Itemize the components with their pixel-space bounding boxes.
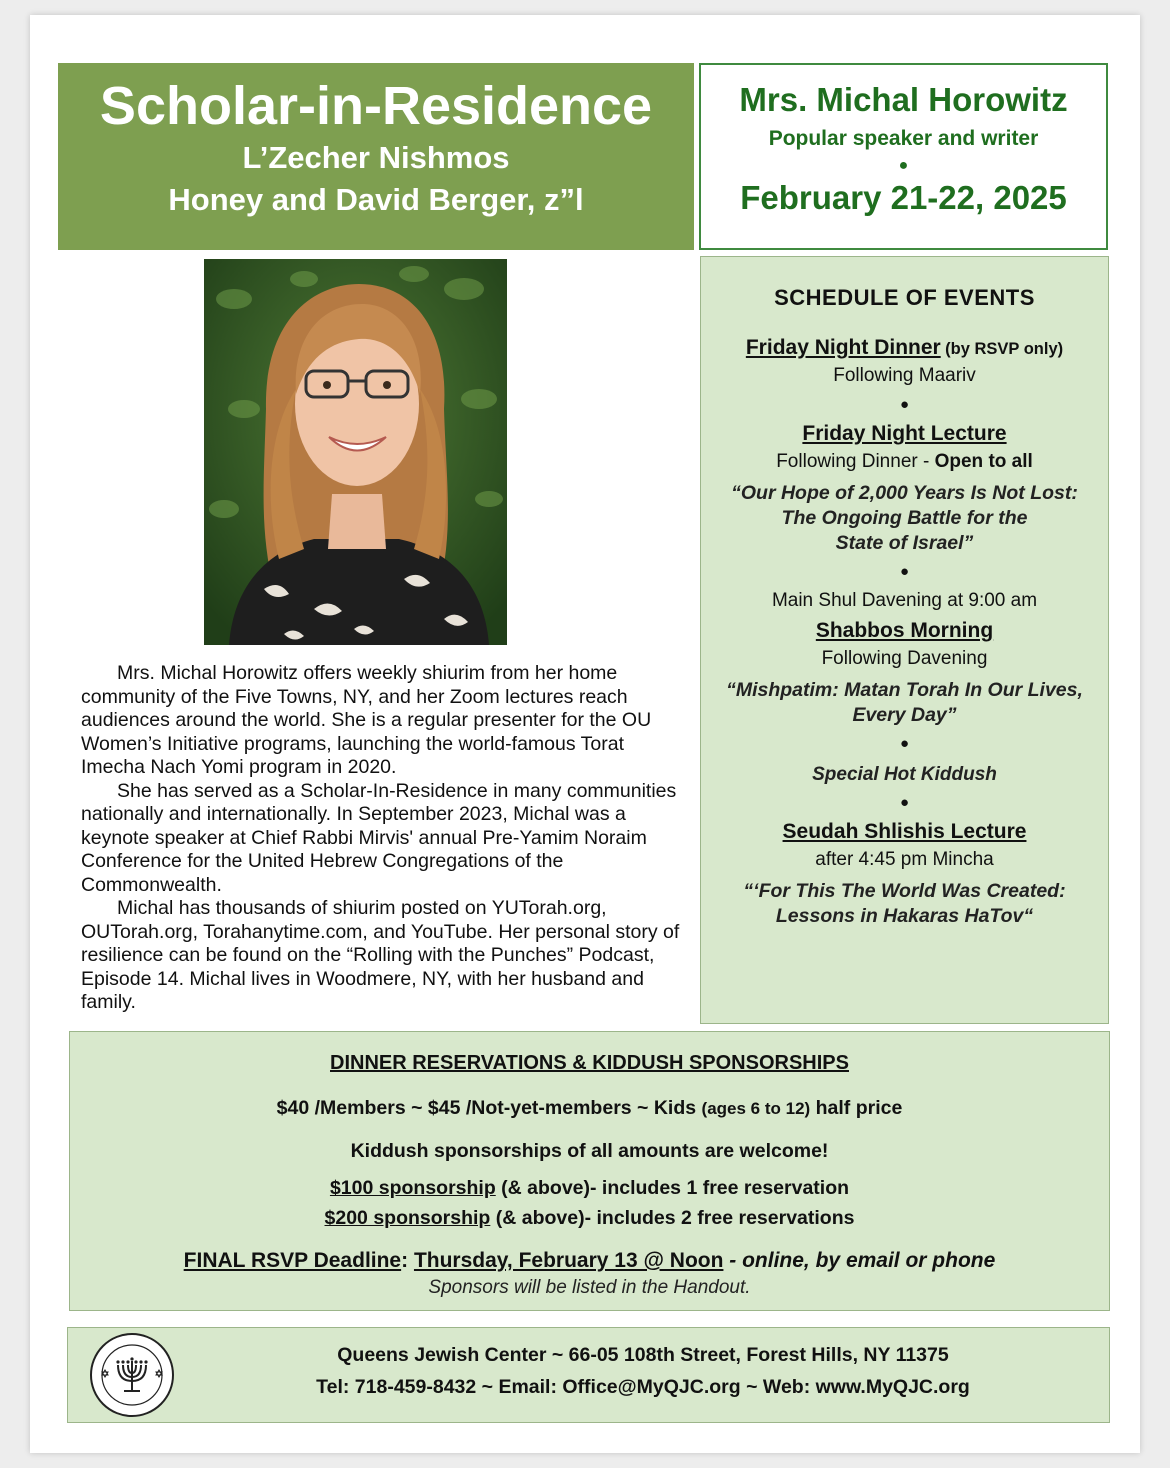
seudah-time: after 4:45 pm Mincha [815,849,994,870]
shabbos-topic-line-2: Every Day” [852,704,957,726]
sponsorship-200-label: $200 sponsorship [324,1207,491,1229]
title-banner [58,63,694,250]
friday-lecture-time-text: Following Dinner - [776,451,935,472]
sponsorship-100-detail: (& above)- includes 1 free reservation [495,1177,850,1199]
sponsorship-100 [70,1175,1109,1201]
kids-ages: (ages 6 to 12) [701,1099,811,1118]
pricing-main: $40 /Members ~ $45 /Not-yet-members ~ Kids [276,1097,702,1119]
bio-paragraph-2: She has served as a Scholar-In-Residence in many communities nationally and internationally. In September 2023, Michal was a keynote speaker at Chief Rabbi Mirvis' annual Pre-Yamim Noraim Conference for the United Hebrew Congregations of the Commonwealth. [81,779,677,896]
friday-lecture-heading [701,421,1108,449]
deadline-date: Thursday, February 13 @ Noon [413,1249,724,1272]
friday-topic-line-1: “Our Hope of 2,000 Years Is Not Lost: [731,482,1078,504]
friday-lecture-title: Friday Night Lecture [802,422,1007,445]
seudah-topic-line-2: Lessons in Hakaras HaTov“ [775,905,1034,927]
pricing-end: half price [810,1097,903,1119]
seudah-heading [701,819,1108,847]
shabbos-topic-line-1: “Mishpatim: Matan Torah In Our Lives, [726,679,1083,701]
speaker-bio [81,662,693,1015]
sponsorship-200-detail: (& above)- includes 2 free reservations [490,1207,855,1229]
event-dates: February 21-22, 2025 [740,179,1067,216]
sponsorship-welcome: Kiddush sponsorships of all amounts are welcome! [350,1140,829,1162]
friday-dinner-title: Friday Night Dinner [745,336,941,359]
sponsors-note: Sponsors will be listed in the Handout. [428,1277,751,1298]
dedication-line-1: L’Zecher Nishmos [242,140,510,175]
pricing-line [70,1097,1109,1120]
seudah-topic [701,879,1108,929]
bullet-icon: ● [899,563,910,580]
speaker-photo [204,259,507,645]
schedule-title: SCHEDULE OF EVENTS [774,285,1035,310]
footer-panel [67,1327,1110,1423]
footer-address: Queens Jewish Center ~ 66-05 108th Street, Forest Hills, NY 11375 [337,1344,949,1366]
shabbos-topic [701,678,1108,728]
speaker-box [699,63,1108,250]
friday-lecture-topic [701,481,1108,556]
bio-paragraph-3: Michal has thousands of shiurim posted on YUTorah.org, OUTorah.org, Torahanytime.com, and YouTube. Her personal story of resilience can be found on the “Rolling with the Punches” Podcast, Episode 14. Michal lives in Woodmere, NY, with her husband and family. [81,897,680,1013]
sponsorship-200 [70,1205,1109,1231]
bullet-icon: ● [899,396,910,413]
shabbos-time: Following Davening [821,648,988,669]
event-title: Scholar-in-Residence [99,76,653,136]
dedication-line-2: Honey and David Berger, z”l [168,182,584,217]
speaker-name: Mrs. Michal Horowitz [739,81,1068,118]
sponsorship-100-label: $100 sponsorship [329,1177,496,1199]
footer-contact: Tel: 718-459-8432 ~ Email: Office@MyQJC.org ~ Web: www.MyQJC.org [316,1376,970,1398]
friday-dinner-heading [701,335,1108,363]
rsvp-note: (by RSVP only) [945,340,1064,358]
deadline-method: - online, by email or phone [723,1249,996,1272]
bullet-icon: ● [899,794,910,811]
schedule-panel [700,256,1109,1024]
seudah-shlishis-title: Seudah Shlishis Lecture [782,820,1027,843]
friday-dinner-time: Following Maariv [833,365,976,386]
friday-topic-line-2: The Ongoing Battle for the [781,507,1028,529]
bullet-icon: ● [898,157,909,174]
friday-topic-line-3: State of Israel” [835,532,974,554]
friday-lecture-time [701,449,1108,475]
open-to-all: Open to all [934,451,1033,472]
deadline-label: FINAL RSVP Deadline [183,1249,402,1272]
reservations-panel [69,1031,1110,1311]
rsvp-deadline [70,1249,1109,1273]
shabbos-morning-title: Shabbos Morning [815,619,994,642]
shabbos-heading [701,618,1108,646]
reservations-heading: DINNER RESERVATIONS & KIDDUSH SPONSORSHIPS [330,1052,849,1074]
davening-time: Main Shul Davening at 9:00 am [771,590,1038,611]
speaker-tagline: Popular speaker and writer [768,127,1039,150]
bullet-icon: ● [899,735,910,752]
deadline-colon: : [401,1249,414,1272]
qjc-seal-logo [88,1331,176,1419]
hot-kiddush: Special Hot Kiddush [812,764,997,785]
bio-paragraph-1: Mrs. Michal Horowitz offers weekly shiurim from her home community of the Five Towns, NY, and her Zoom lectures reach audiences around the world. She is a regular presenter for the OU Women’s Initiative programs, launching the world-famous Torat Imecha Nach Yomi program in 2020. [81,662,652,778]
seudah-topic-line-1: “‘For This The World Was Created: [743,880,1066,902]
